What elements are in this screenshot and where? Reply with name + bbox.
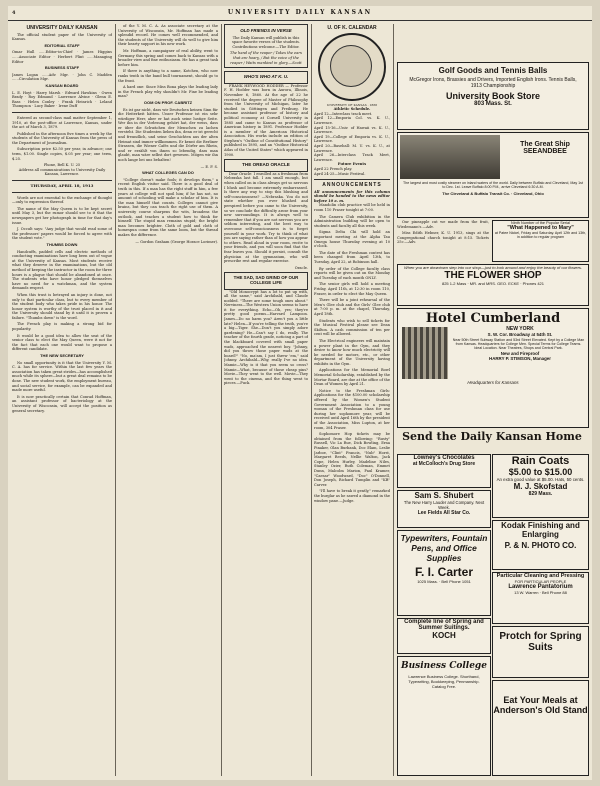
divider (12, 180, 112, 181)
event-item: April 15-16—Univ. of Hawaii vs. K. U., Lawrence. (314, 125, 390, 135)
golf-ad (397, 62, 589, 130)
kodak-ad-title: Kodak Finishing and Enlarging (501, 521, 580, 539)
hotel-ad-city: NEW YORK (506, 326, 534, 332)
skofstad-address: 829 Mass. (528, 491, 553, 497)
lowney-ad-store: at McColloch's Drug Store (412, 461, 476, 467)
serial-ad-heading: Ninth Number of the Popular Serial (511, 221, 570, 225)
hotel-ad (397, 308, 589, 428)
announcement-item: "I'll have to break it gently," remarked the burglar as he sawed a diamond in the window pane.—Judge. (314, 489, 390, 503)
colleges-heading: WHAT COLLEGES CAN DO (142, 170, 194, 176)
cleaning-ad-title: Particular Cleaning and Pressing (496, 573, 585, 579)
german-article: Es ist gar nicht, dass wir Deutschen keinen Sinn für die Heiterkeit hätten. Unser Professor ist ein sehr würdiger Herr, aber er hat auch seine lustige Seite. Wer ihn in der Vorlesung gehört hat, der weiss, dass er über die Schwächen der Menschen zu lachen versteht. Die Studenten lieben ihn, denn er ist gerecht und freundlich, und seine Geschichten aus der alten Heimat sind immer willkommen. Er kennt die Berliner Strassen, die Wiener Cafés und die Dörfer am Rhein, und er erzählt von ihnen so lebendig, dass man glaubt, man wäre selbst dort gewesen. Mögen wir ihn noch lange bei uns behalten! (118, 107, 218, 163)
announcement-item: By order of the College faculty class reports will be given out on the Monday and Tuesday of each month ONLY. (314, 266, 390, 280)
kodak-ad (492, 520, 589, 570)
announcement-item: Sophomore Hop tickets may be obtained from the following: "Rusty" Russell, Vic La Rue, Dick Bowling, Erna Pinaker, Olan Burbank, Doc Elam, Leslie Jarboe, "Clint" Francis, "Nub" Horst, Margaret Reeds, Nellie Walton, Jack Cope, Helen Hurley, Madeline Niles, Stanley Ozier, Ruth Coleman, Emmet Dunn, Malcolm Marion, Paul Kramer, "Caesar" Woodward, "Doc" O'Donnell, Don Joseph, Richard Tumplin and "KB" Carver. (314, 432, 390, 487)
announcement-item: The senior girls will hold a meeting Friday, April 11th, at 12:30 in room 110, Fraser, in order to elect the May Queen. (314, 282, 390, 296)
raincoat-ad (492, 454, 589, 518)
business-staff: James Logan ......Adv. Mgr. · John C. Madden ......Circulation Mgr. (12, 72, 112, 82)
address-line: Address all communications to University Daily Kansan, Lawrence. (18, 167, 106, 177)
column-2 (118, 24, 218, 776)
event-item: April 12—Interclass track meet. (314, 111, 373, 116)
business-college-ad-body: Lawrence Business College. Shorthand, Typewriting, Bookkeeping, Penmanship. Catalog Free. (408, 674, 480, 689)
paper-title: UNIVERSITY DAILY KANSAN (26, 25, 98, 31)
editorial-heading: EDITORIAL STAFF (44, 42, 80, 48)
cleaning-ad-address: 13 W. Warren · Bell Phone 88 (514, 590, 567, 595)
editorial-paragraph: J. Occult says: "Any judge that would read some of the professors' papers would be forced to agree with the student vote." (12, 227, 112, 241)
announcement-item: The Electrical engineers will maintain a power plant in the Gym, and they desire to know how much electricity will be needed for motors, etc., or other department of the University having exhibits in the Gym. (314, 338, 390, 366)
column-rule (393, 24, 394, 776)
hotel-illustration (402, 327, 448, 379)
send-home-banner (397, 430, 587, 450)
masthead-title: UNIVERSITY DAILY KANSAN (227, 9, 373, 16)
lowney-ad (397, 454, 491, 488)
verse-box (224, 24, 308, 68)
cleaning-ad-store: Lawrence Pantatorium (508, 584, 573, 590)
kodak-ad-store: P. & N. PHOTO CO. (504, 541, 577, 550)
editorial-paragraph: No small opportunity is it that the University Y. M. C. A. has for service. Within the last few years the association has taken great strides—has accomplished much while its sphere—but a great deal remains to be done. The new student work, the employment bureau, and social service, for example, can be expanded and made more useful. (12, 360, 112, 393)
flower-ad-title: THE FLOWER SHOP (444, 270, 542, 281)
hotel-ad-address: S. W. Cor. Broadway at 54th St. (487, 332, 553, 337)
suits-ad-title: Complete line of Spring and Summer Suitings. (404, 619, 484, 631)
event-item: April 19—College of Emporia vs. K. U., Lawrence. (314, 134, 390, 144)
editorial-paragraph: A hard one: Since Miss Bona plays the leading lady in the French play why shouldn't Mr. Fine be leading man? (118, 85, 218, 99)
events-heading: Athletic Schedule. (333, 107, 371, 112)
verse-heading: OLD FRIENDS IN VERSE (240, 28, 292, 33)
golf-ad-title: Golf Goods and Tennis Balls (438, 66, 548, 75)
oracle-text: Dear Oracle: I enrolled as a freshman from Nebraska last fall. I am small enough, but when called on in class always get so nervous I blush and become extremely embarrassed. Is there any way to stop this blushing and self-consciousness? —Nebraska. You do not state whether you ever blushed and perspired before you came to the University, so we conclude the difficulty arose from your new surroundings. It is always well to remember that if you are not nervous you are seldom interesting, and the best way to overcome self-consciousness is to forget yourself in your work. Try to think of what you are saying rather than of how you appear to others. Read aloud in your room, recite to your friends, and you will soon find that the fear leaves you. Should it persist, consult the physician at the gymnasium, who will prescribe rest and regular exercise. (224, 171, 308, 264)
announcement-item: The Camera Club exhibition in the Administration building will be open to students and faculty all this week. (314, 214, 390, 228)
divider (12, 112, 112, 113)
serial-ad-title: "What Happened to Mary" (507, 225, 574, 231)
shubert-ad (397, 490, 491, 528)
thumbs-down-heading: THUMBS DOWN (46, 241, 78, 247)
ship-ad-title: The Great Ship SEEANDBEE (520, 141, 570, 155)
skofstad-title: M. J. Skofstad (513, 482, 568, 491)
editorial-paragraph: of the Y. M. C. A. As associate secretary at the University of Wisconsin, Mr. Hoffman has made a splendid record. He comes well recommended, and the students of the University will do well to give him their hearty support in his new work. (118, 24, 218, 47)
university-seal (318, 33, 386, 101)
dateline: THURSDAY, APRIL 18, 1913 (30, 183, 94, 189)
typewriter-ad-title: Typewriters, Fountain Pens, and Office Supplies (400, 533, 488, 563)
new-secretary-heading: THE NEW SECRETARY (40, 353, 84, 359)
suits-ad-store: KOCH (432, 631, 456, 640)
whos-who-heading: WHO'S WHO AT K. U. (243, 74, 289, 80)
verse-subheading: The Daily Kansan will publish in this space favorite verses of the students. Contributions welcome.—The Editor. (231, 35, 301, 49)
oracle-signature: Oracle. (294, 265, 308, 270)
announcement-item: There will be a joint rehearsal of the Men's Glee club and the Girls' Glee club at 7:00 p. m. at the chapel, Thursday, April 18th. (314, 298, 390, 316)
sad-grind-box (224, 272, 308, 289)
ship-illustration-wrap (398, 133, 502, 181)
editorial-paragraph: Words are not essential to the exchange of thought—only to expression thereof. (12, 195, 112, 205)
ship-ad-line: The Cleveland & Buffalo Transit Co. · Cleveland, Ohio (442, 191, 544, 196)
editorial-paragraph: Mr. Hoffman, a campaigner of real ability, went to Germany this spring and comes back to Kansas with a broader view and fine enthusiasm. He has a great task before him. (118, 48, 218, 67)
meals-ad-title: Eat Your Meals at Anderson's Old Stand (493, 695, 588, 715)
editorial-paragraph: Handcuffs, padded cells and electric methods of conducting examinations have long been out of vogue at the University of Kansas. Most students receive what they deserve in the examinations, but the old method of keeping the instructor in the room for three hours is a plague that should be abandoned at once. The students who have honor pledged themselves have no need for a watchman, and the system demands respect. (12, 249, 112, 291)
column-3 (224, 24, 308, 776)
sad-grind-text: "Old Monocrypt has a lot to put up with, all the same," said Archibald, and Claude nodded. "There are some tough ones about." Nerviness—The Western Union seems to have it for everything. Echo—Oh, yes; they're pretty good poems—Harvard Lampoon. James—Do no harm you? Aren't you a little late? Helen—If you're telling the truth, you're a big—Tiger. She—Don't you simply adore gardening? He—Can't say I do, really. The teacher of the fourth grade, noticing a part of the blackboard covered with small paper wads, approached the nearest boy. "Johnny, did you throw those paper wads at the board?" "No, ma'am, I just threw 'em," said Johnny. Archibald—Why, really I've no idea. Mamie—Why is it that you seem so cross? Mamie—What, because of those cheap pins? Movie—They went to the well. Movie—They went to the cinema, and the thing went to pieces.—Puck. (224, 289, 308, 386)
business-college-ad-title: Business College (401, 661, 487, 671)
event-item: Future Events (337, 162, 367, 167)
masthead (8, 6, 592, 21)
raincoat-ad-title: Rain Coats (511, 455, 570, 467)
golf-ad-address: 803 Mass. St. (474, 101, 512, 107)
protch-ad-title: Protch for Spring Suits (499, 631, 582, 653)
phone-line: Phone, Bell K. U. 25 (43, 163, 81, 168)
divider (314, 179, 390, 180)
event-item: April 26—Interclass Track Meet, Lawrence. (314, 153, 390, 162)
announcement-item: Applications for the Memorial Bowl Memorial Scholarship, established by the Mortar Board, are due at the office of the Dean of Women by April 21. (314, 368, 390, 387)
hotel-ad-body: Near 50th Street Subway Station and 53rd Street Elevated. Kept by a College Man from Kansas. Headquarters for College Men. Special Terms for College Teams. Ideal Location. Near Theatres, Shops and Central Park. (452, 338, 585, 350)
event-item: April 12—Emporia Col. vs. K. U., Lawrence. (314, 116, 390, 125)
golf-ad-body: McGregor Irons, Brassies and Drivers, Imported English Irons. Tennis Balls, 1913 Championship (409, 77, 577, 89)
flower-ad-intro: When you are downtown step into our shop—just to look around and enjoy the beauty of our flowers. (403, 265, 583, 270)
calendar-heading: U. OF K. CALENDAR (327, 25, 377, 31)
whos-who-box (224, 71, 308, 84)
pineapple-notice (397, 220, 489, 260)
suits-ad (397, 618, 491, 654)
sad-grind-heading: THE SAD, SAD GRIND OF OUR COLLEGE LIFE (233, 275, 299, 285)
announcement-item: Students who wish to sell tickets for the Musical Festival please see Dean Skilton. A cash commission of ten per cent will be allowed. (314, 318, 390, 337)
intro-text: The official student paper of the University of Kansas. (12, 32, 112, 42)
flower-ad-sub: 825 1-2 Mass · MR. and MRS. GEO. ECKE · Phones 421 (441, 281, 545, 286)
column-rule (311, 24, 312, 776)
business-college-ad (397, 656, 491, 776)
send-home-text: Send the Daily Kansan Home (402, 430, 582, 443)
notice-text: Miss Edith Hebner, K. U. 1913, sings at the Congregational church tonight at 8:15. Tickets 25c.—Adv. (397, 231, 489, 245)
column-4 (314, 24, 390, 776)
ship-ad-body: The largest and most costly steamer on inland waters of the world. Daily between Buffalo and Cleveland, May 1st to Dec. 1st. Leave Buffalo 8:00 P.M., arrive Cleveland 6:30 A.M. (403, 181, 583, 189)
shubert-ad-title: Sam S. Shubert (414, 491, 474, 500)
editorial-paragraph: The French play is making a strong bid for popularity. (12, 322, 112, 332)
announcement-item: Notice to the Freshman Girls: Applications for the $100.00 scholarship offered by the Women's Student Government Association to a young woman of the Freshman class for use during her sophomore year, will be received until April 16th by the president of the Association, Miss Lupton, at her room, 304 Fraser. (314, 388, 390, 430)
cleaning-ad (492, 572, 589, 624)
article-signature: — E. F. S. (200, 164, 218, 169)
published-notice: Published in the afternoon five times a week by the students of the University of Kansas from the press of the Department of Journalism. (12, 131, 112, 145)
serial-ad-body: at Patee Nickel, Friday and Saturday. April 12th and 13th, in addition to regular program (494, 231, 587, 239)
verse-text: The hand of the reaper / Takes the ears that are hoary, / But the voice of the reaper / Waits mankind in glory.—Scott (230, 51, 302, 65)
oracle-box (224, 159, 308, 172)
editorial-paragraph: If there is anything to a name, Kotchen, who now ranks tenth in the band bull tournament, should go to the front. (118, 69, 218, 83)
announcement-item: The date of the Freshman contest has been changed from April 13th, to Tuesday, April 22, at Robinson hall. (314, 250, 390, 264)
event-item: April 22 French play. (314, 166, 353, 171)
announcement-item: Sigma Delta Chi will hold an important meeting at the Alpha Tau Omega house Thursday evening at 10 o'clock. (314, 230, 390, 249)
steamship-ad (397, 132, 589, 218)
subscription-notice: Subscription price $2.50 per year, in advance; one term, $1.00. Single copies, $.05 per year; one term, $.25. (12, 147, 112, 161)
meals-ad (492, 680, 589, 776)
event-item: April 24-25—Music Festival. (314, 171, 366, 176)
german-article-heading: OOM ON PROF. CABRITZ (143, 99, 193, 105)
flower-shop-ad (397, 264, 589, 306)
lowney-ad-title: Lowney's Chocolates (413, 455, 475, 461)
editorial-paragraph: When this trust is betrayed an injury is done, not only to that particular class, but to every member of the student body who takes pride in his honor. The honor system is worthy of the trust placed in it and the University should stand by it until it is proven a failure. "Thumbs down" is the word. (12, 292, 112, 320)
editorial-paragraph: The name of the May Queen is to be kept secret until May 3, but the rumor should see to it that the newspapers get her photograph in time for that day's issue. (12, 206, 112, 225)
whos-who-text: FRANK HEYWOOD HODDER — Professor F. H. Hodder was born in Aurora, Illinois, November 6, 1860. At the age of 22 he received the degree of Master of Philosophy from the University of Michigan, later he studied in Göttingen and Freiburg. He became assistant professor of history and political economy at Cornell University in 1885 and came to Kansas as professor of American history in 1891. Professor Hodder is a member of the American Historical Association. His works include an edition of Stephen's "Outline of Constitutional History" published in 1895, and an "Outline Historical Atlas of the United States" which appeared in 1900. (224, 83, 308, 157)
hotel-ad-manager: HARRY P. STIMSON, Manager (489, 356, 551, 361)
seal-center (330, 45, 372, 87)
column-1 (12, 24, 112, 776)
announcements-heading: ANNOUNCEMENTS (322, 182, 382, 189)
typewriter-ad-address: 1025 Mass. · Bell Phone 1051 (417, 579, 471, 584)
notice-text: Our pineapple cut we made from the fruit, Wiedemann's.—Adv. (397, 220, 489, 229)
column-rule (115, 24, 116, 776)
announcement-item: Mandolin club practice will be held in room 110 Fraser tonight at 7:00. (314, 203, 390, 213)
cleaning-ad-body: FOR PARTICULAR PEOPLE (514, 579, 567, 584)
shubert-ad-address: Lee Fields All Star Co. (417, 510, 471, 516)
raincoat-ad-price: $5.00 to $15.00 (508, 467, 573, 477)
announcements-note: All announcements for this column should be handed to the news editor before 10 a. m. (314, 189, 390, 203)
column-rule (221, 24, 222, 776)
editorial-paragraph: It would be a good idea to allow the seat of the senior class to elect the May Queen, were it not for the fact that each one would want to propose a different candidate. (12, 333, 112, 352)
typewriter-ad (397, 530, 491, 616)
golf-ad-store: University Book Store (445, 91, 541, 101)
divider (12, 192, 112, 193)
typewriter-ad-store: F. I. Carter (414, 565, 474, 579)
colleges-article: "College doesn't make fools; it develops them," a recent English visitor said. There is a good deal of truth in this. If a man has the right stuff in him, a few years at college will not spoil him; if he has not, no amount of schooling will make a scholar of him. It is the man himself that counts. Colleges cannot give brains, but they can teach the right use of them. A university course sharpens the wits, broadens the outlook, and teaches a student how to think for himself. The stupid man remains stupid; the bright man becomes brighter. Cloth of gold and cloth of homespun come from the same loom, but the thread makes the difference. (118, 177, 218, 237)
hotel-ad-tag: New and Fireproof (500, 351, 540, 356)
raincoat-ad-body: An extra good value at $5.00. Hats, 50 cents. (496, 477, 585, 482)
event-list (314, 112, 390, 176)
announcement-list (314, 203, 390, 503)
oracle-heading: THE OREAD ORACLE (242, 162, 290, 168)
board-heading: KANSAN BOARD (45, 82, 79, 88)
seal-label: UNIVERSITY OF KANSAS · 1866 (326, 102, 378, 107)
business-heading: BUSINESS STAFF (44, 65, 80, 71)
ship-illustration (400, 135, 500, 179)
protch-ad (492, 626, 589, 678)
event-item: April 20—Baseball: M. U. vs. K. U., at Lawrence. (314, 143, 390, 153)
hotel-ad-title: Hotel Cumberland (425, 311, 561, 326)
serial-ad (492, 220, 589, 262)
hotel-ad-hq: Headquarters for Kansans (467, 380, 519, 385)
shubert-ad-body: The New Harry Lauder and Company. Next Week. (403, 500, 485, 510)
kansan-board: L. E. Hoyt · Harry Marsh · Edward Hawkins · Owen Brady · Roy Edmund · Lawrence Alvine · Glenn E. Bass · Helen Conley · Frank Heinrich · Leland Thompson · Lucy Baker · Irene Duff (12, 90, 112, 109)
newspaper-page (8, 6, 592, 780)
editorial-staff: Omar Hull ......Editor-in-Chief · James Higgins ......Associate Editor · Herbert Flint ......Managing Editor (12, 50, 112, 64)
article-signature: — Gordon Graham (George Horace Lorimer). (135, 239, 218, 244)
entered-notice: Entered as second-class mail matter September 1, 1910, at the post-office at Lawrence, Kansas, under the act of March 3, 1879. (12, 115, 112, 130)
page-number: 4 (12, 10, 16, 16)
editorial-paragraph: It is now practically certain that Conrad Hoffman, an assistant professor of bacteriology at the University of Wisconsin, will accept the position as general secretary. (12, 394, 112, 413)
